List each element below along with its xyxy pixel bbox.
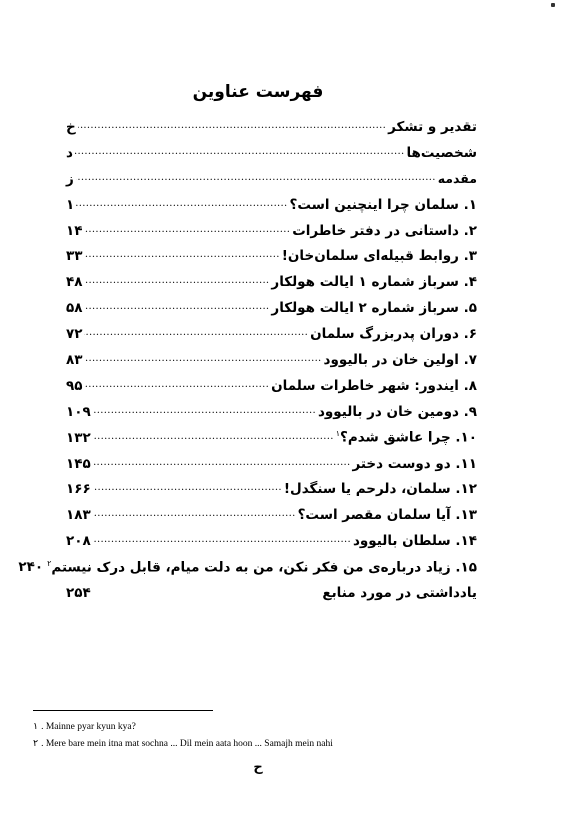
toc-entry-page: ۲۵۴: [66, 584, 91, 601]
toc-entry-title: ۴. سرباز شماره ۱ ایالت هولکار: [271, 274, 477, 291]
page-number: ح: [253, 760, 263, 775]
toc-entry-title-text: ۱۵. زیاد درباره‌ی من فکر نکن، من به دلت میام، قابل درک نیستم: [51, 559, 477, 576]
toc-entry-page: ۳۳: [66, 248, 83, 265]
toc-entry-title: شخصیت‌ها: [406, 144, 477, 161]
footnote: [33, 718, 533, 735]
dot-leader: [84, 276, 269, 288]
dot-leader: [93, 458, 351, 470]
toc-entry-page: ۸۳: [66, 351, 83, 368]
toc-entry-title: ۸. ایندور: شهر خاطرات سلمان: [271, 377, 477, 394]
toc-entry-title: ۲. داستانی در دفتر خاطرات: [292, 222, 477, 239]
toc-entry-title: ۹. دومین خان در بالیوود: [317, 403, 477, 420]
dot-leader: [75, 147, 405, 159]
dot-leader: [84, 354, 321, 366]
toc-entry[interactable]: [66, 373, 477, 399]
toc-entry-page: ۱: [66, 196, 75, 213]
footnotes: [33, 718, 533, 752]
toc-entry[interactable]: [66, 166, 477, 192]
footnote-divider: [33, 710, 213, 711]
dot-leader: [93, 509, 296, 521]
toc-entry[interactable]: [66, 528, 477, 554]
toc-entry-page: ۱۴۵: [66, 455, 91, 472]
dot-leader: [78, 121, 386, 133]
toc-entry[interactable]: [66, 243, 477, 269]
toc-entry-title: یادداشتی در مورد منابع: [322, 584, 477, 601]
toc-entry-title: ۱۲. سلمان، دلرحم یا سنگدل!: [283, 481, 477, 498]
toc-entry-title: ۱۴. سلطان بالیوود: [352, 533, 477, 550]
dot-leader: [76, 199, 287, 211]
toc-entry-title: [336, 429, 477, 446]
toc-entry[interactable]: [66, 502, 477, 528]
toc-entry-title: مقدمه: [437, 171, 477, 187]
toc-entry[interactable]: [66, 476, 477, 502]
toc-entry[interactable]: [66, 347, 477, 373]
toc-entry-title: ۵. سرباز شماره ۲ ایالت هولکار: [271, 300, 477, 317]
toc-entry-title: ۱۳. آیا سلمان مقصر است؟: [297, 507, 477, 524]
toc-entry[interactable]: [66, 114, 477, 140]
toc-entry-title-text: ۱۰. چرا عاشق شدم؟: [339, 429, 477, 446]
toc-entry-page: ۲۰۸: [66, 533, 91, 550]
footnote-text: . Mere bare mein itna mat sochna ... Dil mein aata hoon ... Samajh mein nahi: [41, 738, 333, 749]
toc-entry[interactable]: [66, 295, 477, 321]
toc-entry[interactable]: [66, 218, 477, 244]
toc-entry-page: ۱۸۳: [66, 507, 91, 524]
dot-leader: [84, 328, 308, 340]
toc-entry-title: تقدیر و تشکر: [388, 118, 477, 135]
toc-entry-page: خ: [66, 118, 76, 135]
dot-leader: [84, 302, 269, 314]
toc-entry[interactable]: [66, 192, 477, 218]
toc-entry-title: [47, 559, 477, 576]
page-title: فهرست عناوین: [192, 82, 324, 102]
toc-entry-title: ۱. سلمان چرا اینچنین است؟: [289, 196, 477, 213]
dot-leader: [76, 173, 436, 185]
toc-entry-page: د: [66, 144, 73, 161]
toc-entry[interactable]: [66, 580, 477, 606]
footnote-text: . Mainne pyar kyun kya?: [41, 721, 136, 732]
toc-entry[interactable]: [66, 269, 477, 295]
toc-entry[interactable]: [66, 321, 477, 347]
corner-mark: [551, 3, 555, 7]
toc-entry-title: ۶. دوران پدربزرگ سلمان: [310, 326, 477, 343]
toc-entry-page: ۱۶۶: [66, 481, 91, 498]
toc-entry-page: ۷۲: [66, 326, 83, 343]
toc-entry-page: ۱۴: [66, 222, 83, 239]
toc-entry-page: ۵۸: [66, 300, 83, 317]
toc-entry[interactable]: [66, 140, 477, 166]
toc-entry[interactable]: [66, 425, 477, 451]
footnote-number: ۱: [33, 722, 39, 732]
footnote-number: ۲: [33, 739, 39, 749]
toc-entry-page: ۲۴۰: [18, 559, 44, 576]
toc-entry-page: ۴۸: [66, 274, 83, 291]
dot-leader: [84, 250, 279, 262]
footnote-ref: ۱: [335, 429, 340, 439]
table-of-contents: [18, 114, 477, 606]
dot-leader: [84, 225, 290, 237]
toc-entry-title: ۳. روابط قبیله‌ای سلمان‌خان!: [281, 248, 477, 265]
footnote-ref: ۲: [47, 558, 52, 568]
footnote: [33, 735, 533, 752]
dot-leader: [84, 380, 269, 392]
dot-leader: [93, 483, 282, 495]
toc-entry-page: ۱۳۲: [66, 429, 91, 446]
toc-entry-page: ۹۵: [66, 377, 83, 394]
dot-leader: [93, 535, 351, 547]
toc-entry[interactable]: [66, 451, 477, 477]
dot-leader: [93, 406, 316, 418]
toc-entry-page: ۱۰۹: [66, 403, 91, 420]
toc-entry[interactable]: [66, 399, 477, 425]
toc-entry-page: ز: [66, 170, 74, 187]
toc-entry-title: ۷. اولین خان در بالیوود: [323, 351, 477, 368]
toc-entry[interactable]: [18, 554, 477, 580]
toc-entry-title: ۱۱. دو دوست دختر: [352, 455, 477, 472]
dot-leader: [93, 432, 334, 444]
